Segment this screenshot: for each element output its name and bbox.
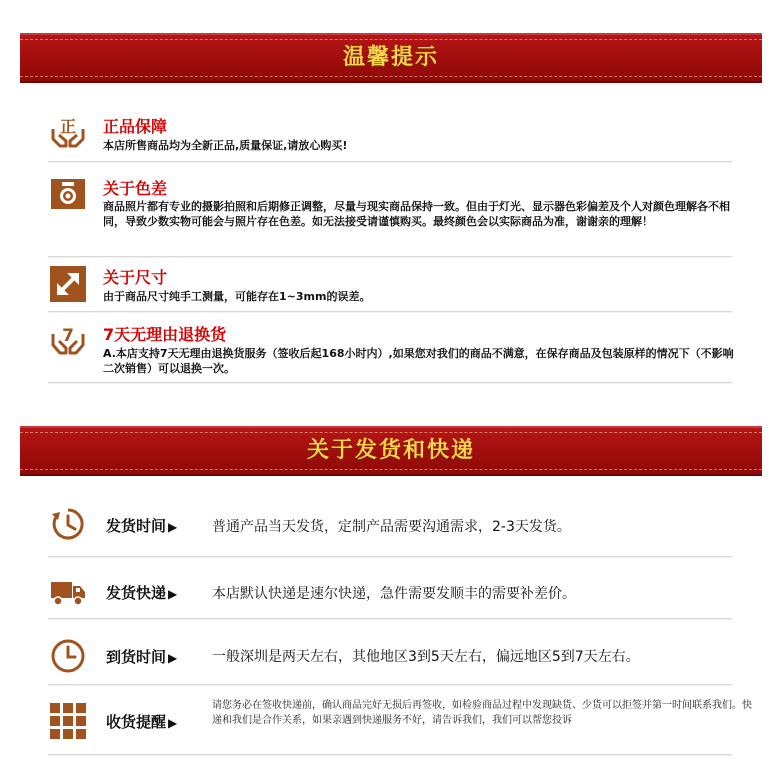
divider bbox=[48, 382, 732, 383]
ship-text-dispatch: 普通产品当天发货，定制产品需要沟通需求，2-3天发货。 bbox=[212, 519, 571, 535]
tip-title-color: 关于色差 bbox=[103, 179, 168, 198]
divider bbox=[48, 161, 732, 162]
svg-text:7: 7 bbox=[62, 326, 74, 346]
shipping-heading: 关于发货和快递 bbox=[306, 438, 475, 463]
divider bbox=[48, 311, 732, 312]
truck-icon bbox=[50, 573, 86, 609]
tip-desc-color: 商品照片都有专业的摄影拍照和后期修正调整，尽量与现实商品保持一致。但由于灯光、显示器色彩偏差及个人对颜色理解各不相同，导致少数实物可能会与照片存在色差。如无法接受请谨慎购买。最终颜色会以实际商品为准，谢谢亲的理解！ bbox=[103, 200, 730, 228]
resize-arrow-icon bbox=[50, 266, 86, 302]
divider bbox=[48, 256, 732, 257]
genuine-hands-icon bbox=[50, 115, 86, 151]
svg-text:正: 正 bbox=[59, 117, 77, 136]
tip-title-genuine: 正品保障 bbox=[103, 117, 168, 136]
delivery-clock-icon bbox=[50, 506, 86, 542]
ship-text-courier: 本店默认快递是速尔快递，急件需要发顺丰的需要补差价。 bbox=[212, 586, 576, 602]
camera-icon bbox=[50, 176, 86, 212]
divider bbox=[48, 556, 732, 557]
tips-heading: 温馨提示 bbox=[342, 45, 439, 70]
seven-day-return-icon bbox=[50, 322, 86, 358]
tip-desc-genuine: 本店所售商品均为全新正品,质量保证,请放心购买! bbox=[103, 139, 348, 152]
ship-label-receipt: 收货提醒 ▶ bbox=[106, 713, 178, 731]
ship-label-dispatch: 发货时间 ▶ bbox=[106, 517, 178, 535]
ship-label-arrival: 到货时间 ▶ bbox=[106, 648, 178, 666]
grid-icon bbox=[50, 703, 86, 739]
divider bbox=[48, 618, 732, 619]
shipping-banner bbox=[20, 426, 762, 476]
divider bbox=[48, 684, 732, 685]
divider bbox=[48, 754, 732, 755]
tips-banner bbox=[20, 33, 762, 83]
tip-title-return: 7天无理由退换货 bbox=[103, 325, 227, 344]
ship-label-courier: 发货快递 ▶ bbox=[106, 584, 178, 602]
clock-icon bbox=[50, 638, 86, 674]
ship-text-receipt: 请您务必在签收快递前，确认商品完好无损后再签收，如检验商品过程中发现缺货、少货可以拒签并第一时间联系我们。快递和我们是合作关系，如果亲遇到快递服务不好，请告诉我们，我们可以帮您投诉 bbox=[212, 700, 752, 726]
tip-title-size: 关于尺寸 bbox=[103, 268, 168, 287]
ship-text-arrival: 一般深圳是两天左右，其他地区3到5天左右，偏远地区5到7天左右。 bbox=[212, 649, 640, 665]
tip-desc-return: A.本店支持7天无理由退换货服务（签收后起168小时内）,如果您对我们的商品不满意，在保存商品及包装原样的情况下（不影响二次销售）可以退换一次。 bbox=[103, 347, 734, 375]
tip-desc-size: 由于商品尺寸纯手工测量，可能存在1~3mm的误差。 bbox=[103, 290, 371, 303]
